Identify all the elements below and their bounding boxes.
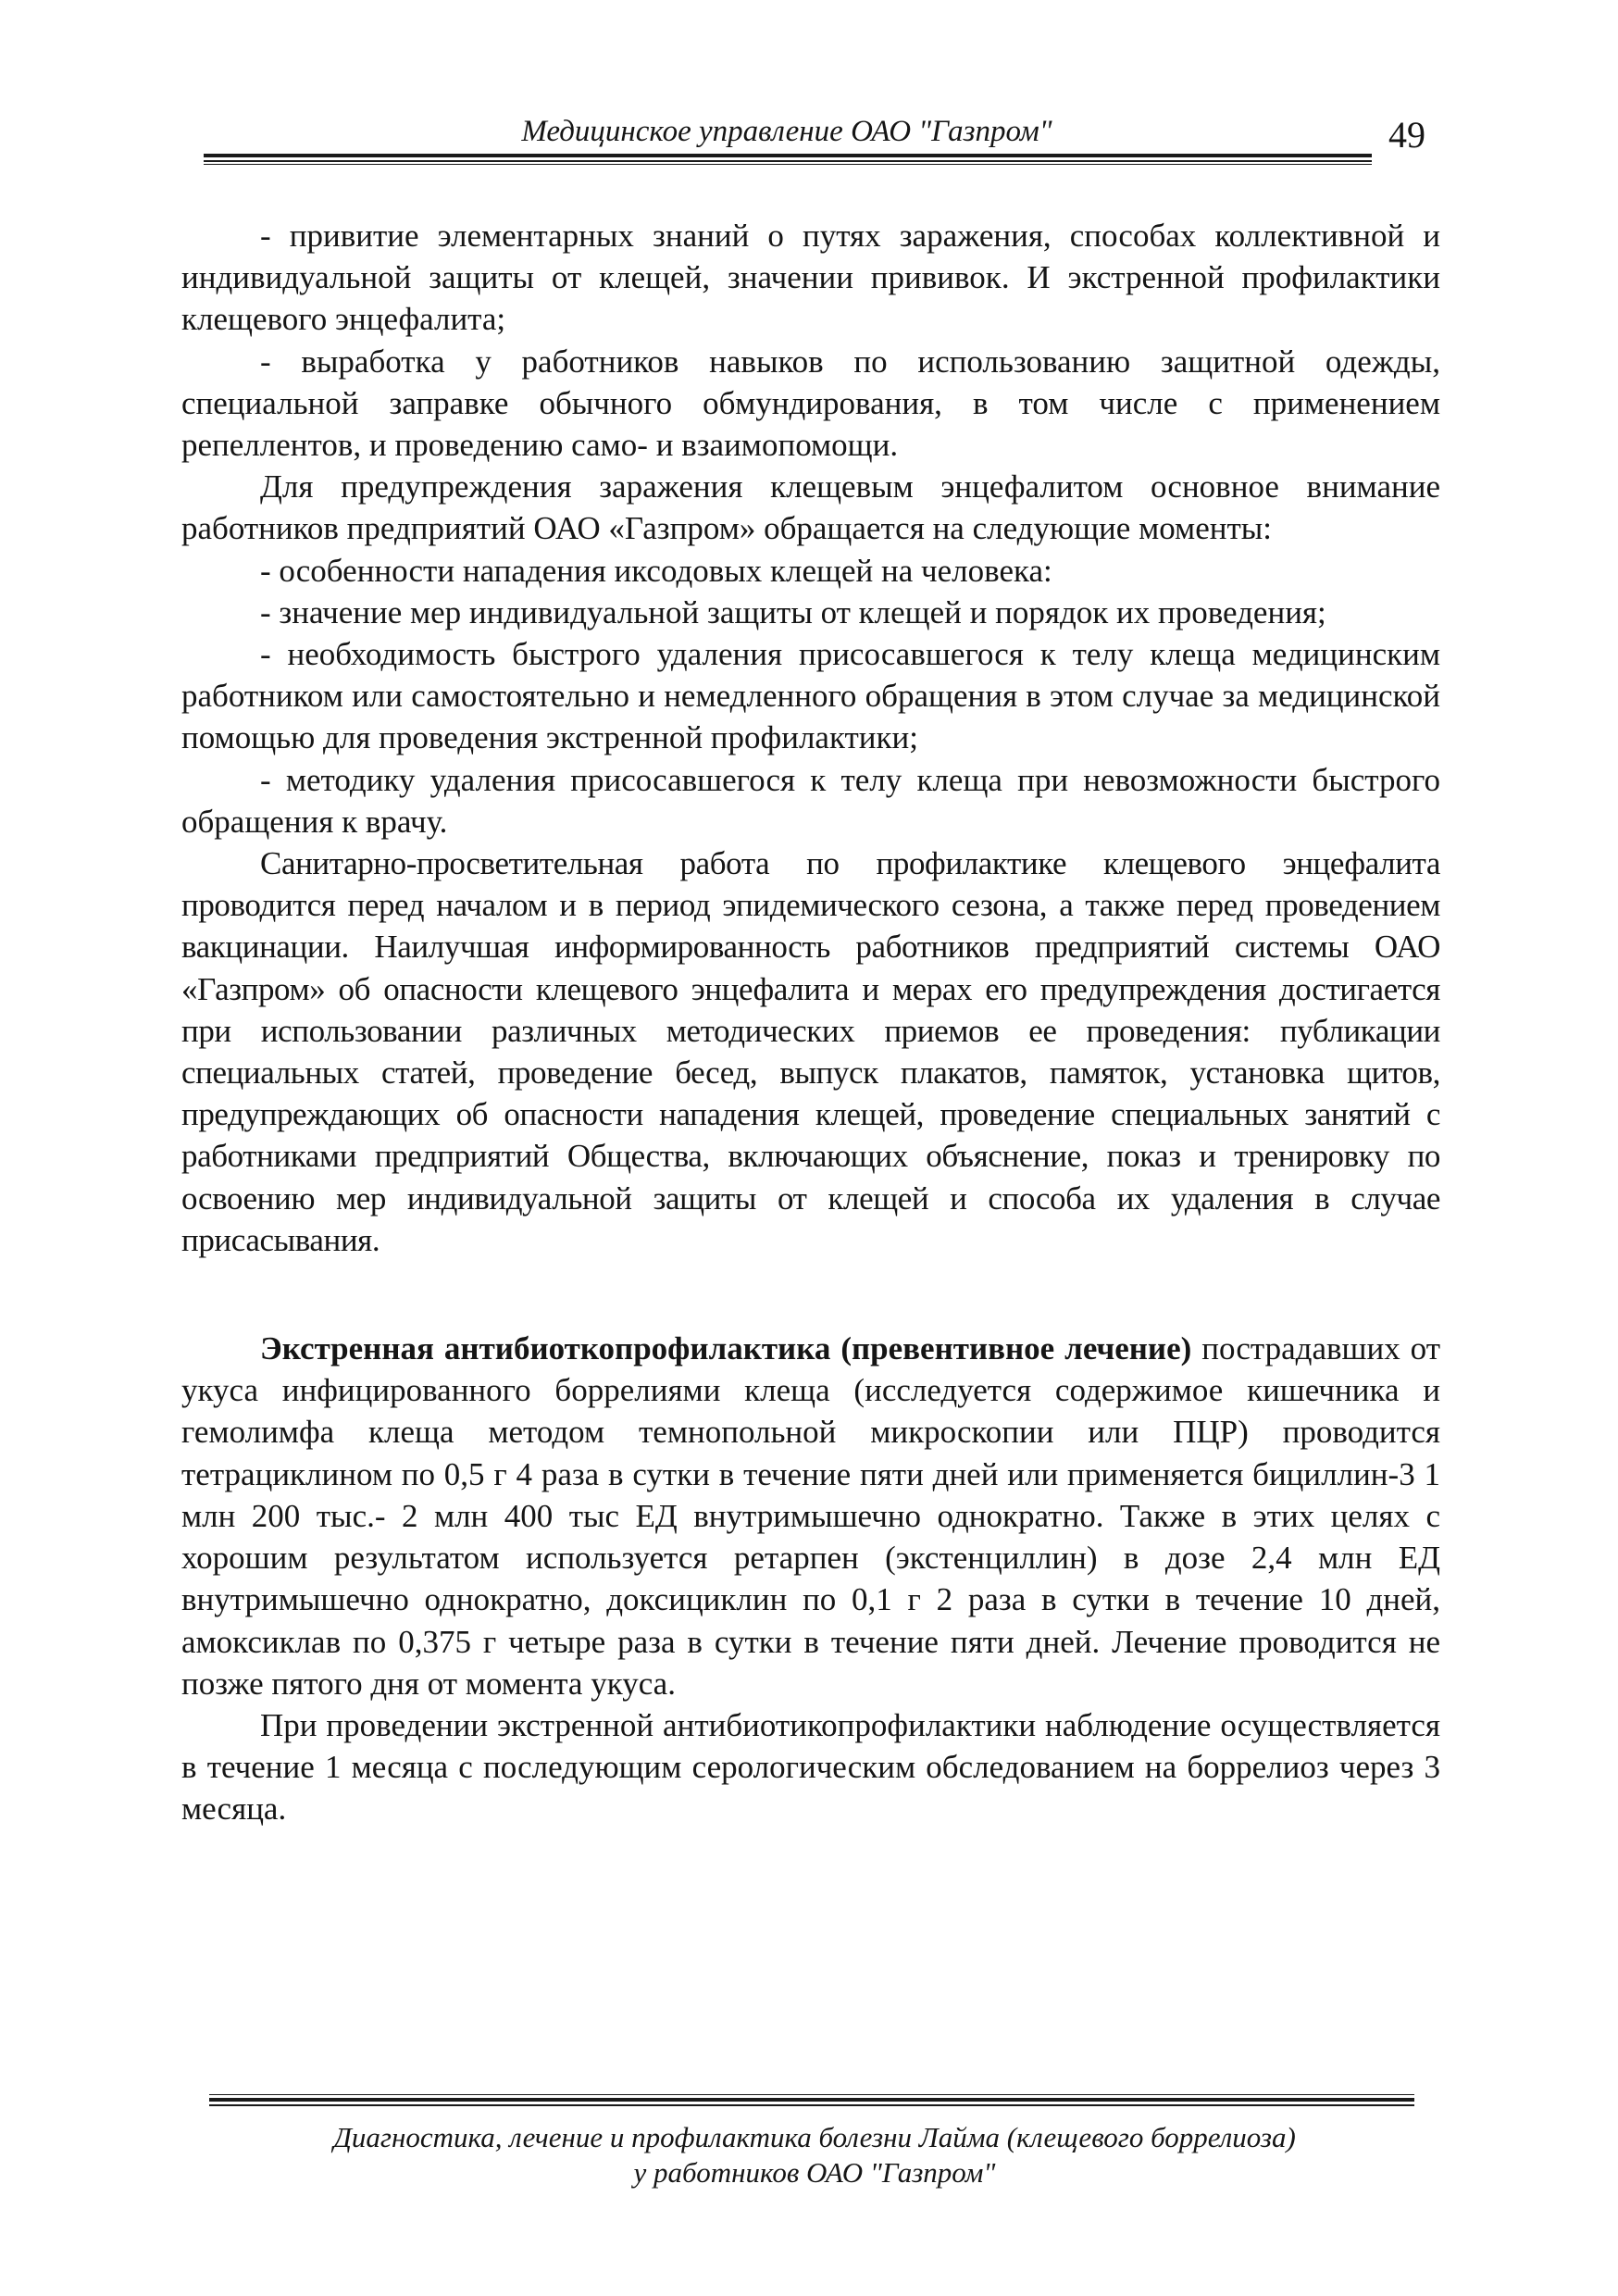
paragraph-protection-measures: - значение мер индивидуальной защиты от клещей и порядок их проведения; — [260, 593, 1326, 630]
paragraph-followup-observation: При проведении экстренной антибиотикопрофилактики наблюдение осуществляется в течение 1 месяца с последующим серологическим обследованием на боррелиоз через 3 месяца. — [181, 1706, 1440, 1828]
paragraph-tick-removal-medical: - необходимость быстрого удаления присосавшегося к телу клеща медицинским работником или самостоятельно и немедленного обращения в этом случае за медицинской помощью для проведения экстренной профилактики; — [181, 636, 1440, 756]
footer-rule-thin-2 — [209, 2104, 1414, 2106]
header-rule-thin — [204, 160, 1372, 162]
footer-rule-thick — [209, 2098, 1414, 2102]
footer-line-1: Диагностика, лечение и профилактика болезни Лайма (клещевого боррелиоза) — [333, 2121, 1296, 2153]
paragraph-prevention-intro: Для предупреждения заражения клещевым энцефалитом основное внимание работников предприятий ОАО «Газпром» обращается на следующие моменты: — [181, 468, 1440, 547]
body-text — [181, 215, 1440, 1830]
footer-rule-thin — [209, 2094, 1414, 2095]
paragraph-sanitary-education: Санитарно-просветительная работа по профилактике клещевого энцефалита проводится перед началом и в период эпидемического сезона, а также перед проведением вакцинации. Наилучшая информированность работников предприятий системы ОАО «Газпром» об опасности клещевого энцефалита и мерах его предупреждения достигается при использовании различных методических приемов ее проведения: публикации специальных статей, проведение бесед, выпуск плакатов, памяток, установка щитов, предупреждающих об опасности нападения клещей, проведение специальных занятий с работниками предприятий Общества, включающих объяснение, показ и тренировку по освоению мер индивидуальной защиты от клещей и способа их удаления в случае присасывания. — [181, 845, 1440, 1258]
paragraph-training-skills: - выработка у работников навыков по использованию защитной одежды, специальной заправке обычного обмундирования, в том числе с применением репеллентов, и проведению само- и взаимопомощи. — [181, 343, 1440, 464]
page-number: 49 — [1388, 114, 1425, 156]
header-rule-thin-2 — [204, 164, 1372, 165]
running-footer — [185, 2120, 1444, 2190]
footer-line-2: у работников ОАО "Газпром" — [633, 2156, 996, 2189]
header-rule-thick — [204, 154, 1372, 157]
emergency-prophylaxis-heading: Экстренная антибиоткопрофилактика (превентивное лечение) — [260, 1330, 1192, 1367]
paragraph-training-knowledge: - привитие элементарных знаний о путях заражения, способах коллективной и индивидуальной защиты от клещей, значении прививок. И экстренной профилактики клещевого энцефалита; — [181, 218, 1440, 338]
emergency-prophylaxis-text: пострадавших от укуса инфицированного боррелиями клеща (исследуется содержимое кишечника и гемолимфа клеща методом темнопольной микроскопии или ПЦР) проводится тетрациклином по 0,5 г 4 раза в сутки в течение пяти дней или применяется бициллин-3 1 млн 200 тыс.- 2 млн 400 тыс ЕД внутримышечно однократно. Также в этих целях с хорошим результатом используется ретарпен (экстенциллин) в дозе 2,4 млн ЕД внутримышечно однократно, доксициклин по 0,1 г 2 раза в сутки в течение 10 дней, амоксиклав по 0,375 г четыре раза в сутки в течение пяти дней. Лечение проводится не позже пятого дня от момента укуса. — [181, 1330, 1440, 1702]
paragraph-tick-removal-method: - методику удаления присосавшегося к телу клеща при невозможности быстрого обращения к врачу. — [181, 761, 1440, 840]
paragraph-emergency-prophylaxis — [181, 1328, 1440, 1704]
paragraph-attack-features: - особенности нападения иксодовых клещей на человека: — [260, 552, 1052, 589]
running-header-title: Медицинское управление ОАО "Газпром" — [521, 115, 1052, 148]
